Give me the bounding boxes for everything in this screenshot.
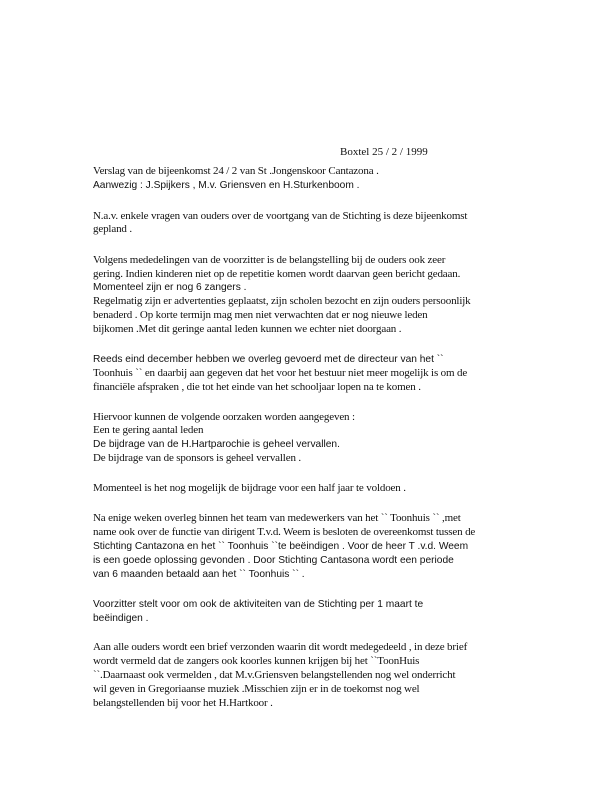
text-line: wil geven in Gregoriaanse muziek .Misschien zijn er in de toekomst nog wel xyxy=(93,683,420,695)
text-line: De bijdrage van de sponsors is geheel vervallen . xyxy=(93,452,301,464)
text-line: benaderd . Op korte termijn mag men niet verwachten dat er nog nieuwe leden xyxy=(93,309,428,321)
text-line: N.a.v. enkele vragen van ouders over de voortgang van de Stichting is deze bijeenkomst xyxy=(93,210,468,222)
text-line: Regelmatig zijn er advertenties geplaatst, zijn scholen bezocht en zijn ouders persoonlijk xyxy=(93,295,471,307)
text-line: Aan alle ouders wordt een brief verzonden waarin dit wordt medegedeeld , in deze brief xyxy=(93,641,468,653)
text-line: Voorzitter stelt voor om ook de aktiviteiten van de Stichting per 1 maart te xyxy=(93,599,424,610)
text-line: van 6 maanden betaald aan het `` Toonhuis `` . xyxy=(93,569,305,580)
document-date: Boxtel 25 / 2 / 1999 xyxy=(340,146,428,158)
text-line: Momenteel is het nog mogelijk de bijdrage voor een half jaar te voldoen . xyxy=(93,482,406,494)
text-line: belangstellenden bij voor het H.Hartkoor . xyxy=(93,697,273,709)
text-line: Reeds eind december hebben we overleg gevoerd met de directeur van het `` xyxy=(93,354,444,365)
text-line: name ook over de functie van dirigent T.v.d. Weem is besloten de overeenkomst tussen de xyxy=(93,526,476,538)
text-line: is een goede oplossing gevonden . Door Stichting Cantasona wordt een periode xyxy=(93,555,454,566)
text-line: Stichting Cantazona en het `` Toonhuis ``te beëindigen . Voor de heer T .v.d. Weem xyxy=(93,541,469,552)
text-line: Hiervoor kunnen de volgende oorzaken worden aangegeven : xyxy=(93,411,355,423)
text-line: De bijdrage van de H.Hartparochie is geheel vervallen. xyxy=(93,439,340,450)
text-line: bijkomen .Met dit geringe aantal leden kunnen we echter niet doorgaan . xyxy=(93,323,402,335)
text-line: gepland . xyxy=(93,223,132,235)
text-line: Momenteel zijn er nog 6 zangers . xyxy=(93,282,247,293)
text-line: Volgens mededelingen van de voorzitter is de belangstelling bij de ouders ook zeer xyxy=(93,254,446,266)
text-line: financiële afspraken , die tot het einde van het schooljaar lopen na te komen . xyxy=(93,381,421,393)
text-line: wordt vermeld dat de zangers ook koorles kunnen krijgen bij het ``ToonHuis xyxy=(93,655,420,667)
text-line: beëindigen . xyxy=(93,613,149,624)
text-line: Na enige weken overleg binnen het team van medewerkers van het `` Toonhuis `` ,met xyxy=(93,512,461,524)
text-line: Verslag van de bijeenkomst 24 / 2 van St .Jongenskoor Cantazona . xyxy=(93,165,379,177)
text-line: Toonhuis `` en daarbij aan gegeven dat het voor het bestuur niet meer mogelijk is om de xyxy=(93,367,468,379)
text-line: gering. Indien kinderen niet op de repetitie komen wordt daarvan geen bericht gedaan. xyxy=(93,268,461,280)
text-line: Aanwezig : J.Spijkers , M.v. Griensven en H.Sturkenboom . xyxy=(93,180,360,191)
text-line: Een te gering aantal leden xyxy=(93,424,204,436)
text-line: ``.Daarnaast ook vermelden , dat M.v.Griensven belangstellenden nog wel onderricht xyxy=(93,669,456,681)
